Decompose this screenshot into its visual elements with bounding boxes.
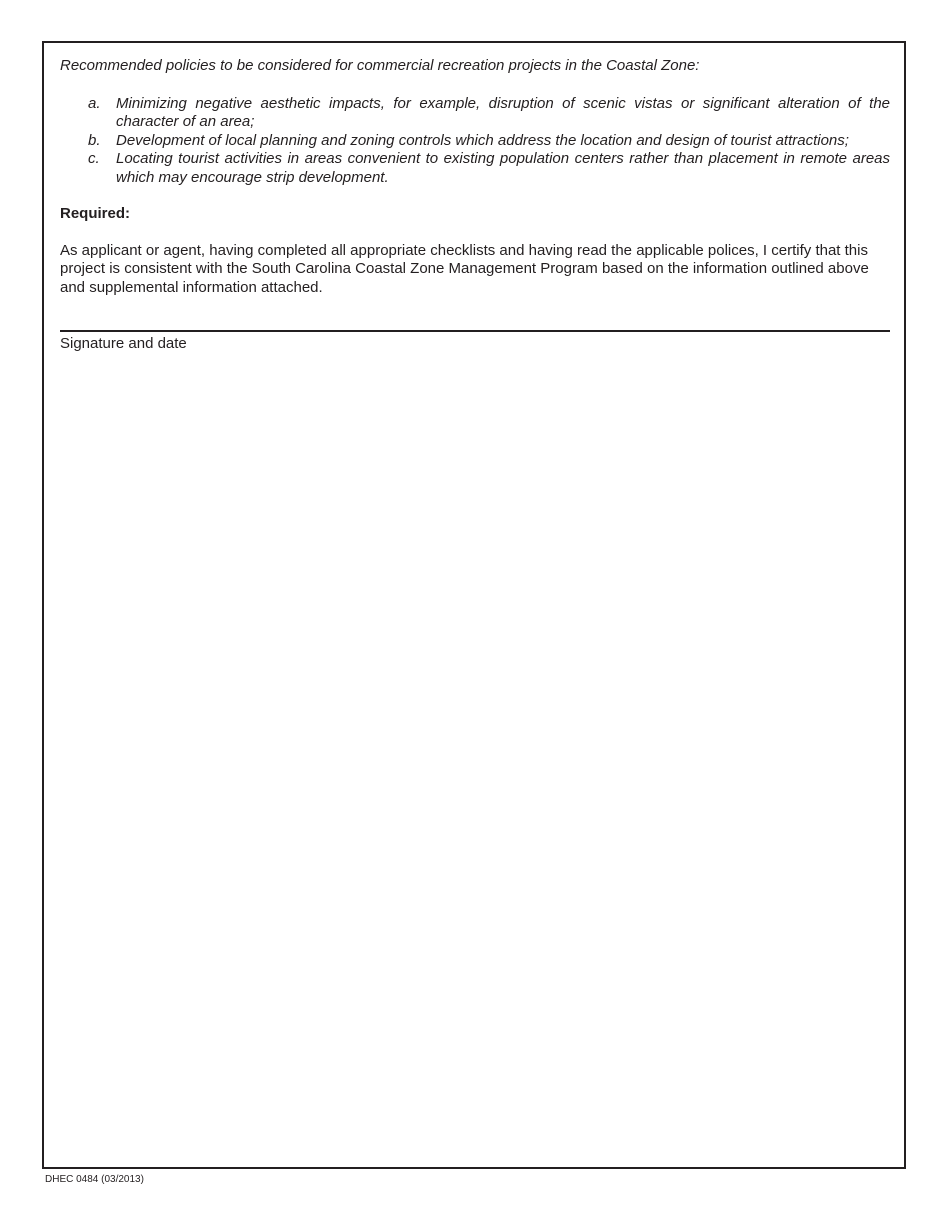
policies-intro: Recommended policies to be considered for commercial recreation projects in the Coastal Zone:: [60, 57, 700, 74]
policy-marker: b.: [88, 131, 101, 149]
form-id: DHEC 0484 (03/2013): [45, 1174, 144, 1185]
form-content: [60, 57, 890, 297]
policy-item-c: [60, 150, 890, 187]
policy-text: Minimizing negative aesthetic impacts, for example, disruption of scenic vistas or significant alteration of the character of an area;: [116, 94, 890, 130]
policy-text: Locating tourist activities in areas convenient to existing population centers rather than placement in remote areas which may encourage strip development.: [116, 150, 890, 186]
signature-label: Signature and date: [60, 335, 187, 352]
policy-item-b: [60, 132, 890, 151]
required-heading: Required:: [60, 205, 131, 222]
policy-text: Development of local planning and zoning controls which address the location and design of tourist attractions;: [116, 131, 849, 149]
policy-marker: a.: [88, 94, 101, 112]
policy-list: [60, 95, 890, 188]
certification-statement: As applicant or agent, having completed all appropriate checklists and having read the applicable polices, I certify that this project is consistent with the South Carolina Coastal Zone Management Program based on the information outlined above and supplemental information attached.: [60, 241, 869, 296]
signature-line[interactable]: [60, 330, 890, 332]
policy-item-a: [60, 95, 890, 132]
policy-marker: c.: [88, 150, 100, 167]
